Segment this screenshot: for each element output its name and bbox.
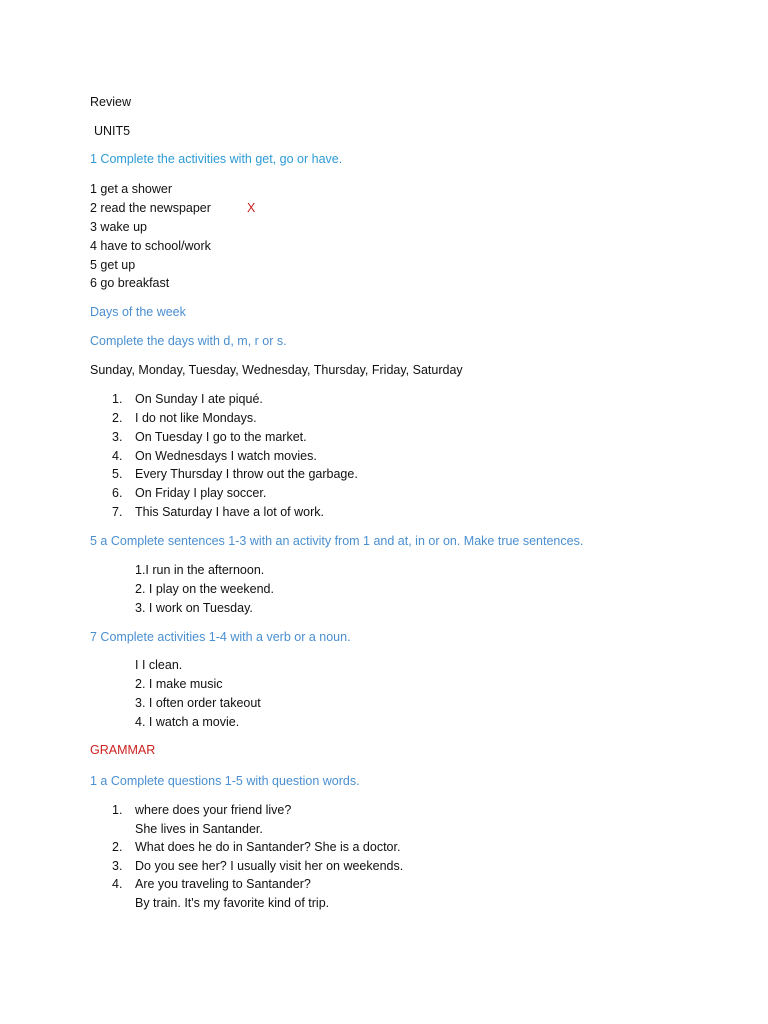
- wrong-mark: X: [247, 201, 256, 215]
- list-item: 1 get a shower: [90, 182, 172, 196]
- list-number: 3.: [112, 859, 123, 873]
- days-instruction: Complete the days with d, m, r or s.: [90, 334, 287, 348]
- list-item: 3. I work on Tuesday.: [135, 601, 253, 615]
- list-item: On Tuesday I go to the market.: [135, 430, 307, 444]
- list-number: 5.: [112, 467, 123, 481]
- grammar-heading: GRAMMAR: [90, 743, 156, 757]
- list-item: 3. I often order takeout: [135, 696, 261, 710]
- list-item: 4. I watch a movie.: [135, 715, 240, 729]
- list-item: I I clean.: [135, 658, 183, 672]
- list-number: 4.: [112, 449, 123, 463]
- list-item: 2. I play on the weekend.: [135, 582, 274, 596]
- list-item: I do not like Mondays.: [135, 411, 257, 425]
- list-item: 4 have to school/work: [90, 239, 211, 253]
- list-item-answer: She lives in Santander.: [135, 822, 263, 836]
- list-number: 2.: [112, 411, 123, 425]
- list-item: Do you see her? I usually visit her on weekends.: [135, 859, 404, 873]
- grammar1-heading: 1 a Complete questions 1-5 with question words.: [90, 774, 360, 788]
- days-heading: Days of the week: [90, 305, 186, 319]
- list-number: 4.: [112, 877, 123, 891]
- list-item: On Wednesdays I watch movies.: [135, 449, 317, 463]
- list-item: This Saturday I have a lot of work.: [135, 505, 324, 519]
- list-item: 1.I run in the afternoon.: [135, 563, 265, 577]
- list-item-answer: By train. It's my favorite kind of trip.: [135, 896, 330, 910]
- list-item: On Friday I play soccer.: [135, 486, 267, 500]
- list-item: 2. I make music: [135, 677, 223, 691]
- list-item: 6 go breakfast: [90, 276, 170, 290]
- list-item: 5 get up: [90, 258, 136, 272]
- list-number: 3.: [112, 430, 123, 444]
- list-item: Are you traveling to Santander?: [135, 877, 311, 891]
- section1-heading: 1 Complete the activities with get, go or have.: [90, 152, 343, 166]
- list-number: 2.: [112, 840, 123, 854]
- section5-heading: 5 a Complete sentences 1-3 with an activity from 1 and at, in or on. Make true sentences.: [90, 534, 584, 548]
- list-item: where does your friend live?: [135, 803, 292, 817]
- list-item: 2 read the newspaper: [90, 201, 211, 215]
- list-item: Every Thursday I throw out the garbage.: [135, 467, 358, 481]
- list-number: 1.: [112, 803, 123, 817]
- list-number: 7.: [112, 505, 123, 519]
- section7-heading: 7 Complete activities 1-4 with a verb or a noun.: [90, 630, 351, 644]
- days-line: Sunday, Monday, Tuesday, Wednesday, Thursday, Friday, Saturday: [90, 363, 463, 377]
- list-item: On Sunday I ate piqué.: [135, 392, 263, 406]
- list-number: 6.: [112, 486, 123, 500]
- review-title: Review: [90, 95, 131, 109]
- list-number: 1.: [112, 392, 123, 406]
- list-item: 3 wake up: [90, 220, 147, 234]
- unit-heading: UNIT5: [94, 124, 131, 138]
- list-item: What does he do in Santander? She is a doctor.: [135, 840, 401, 854]
